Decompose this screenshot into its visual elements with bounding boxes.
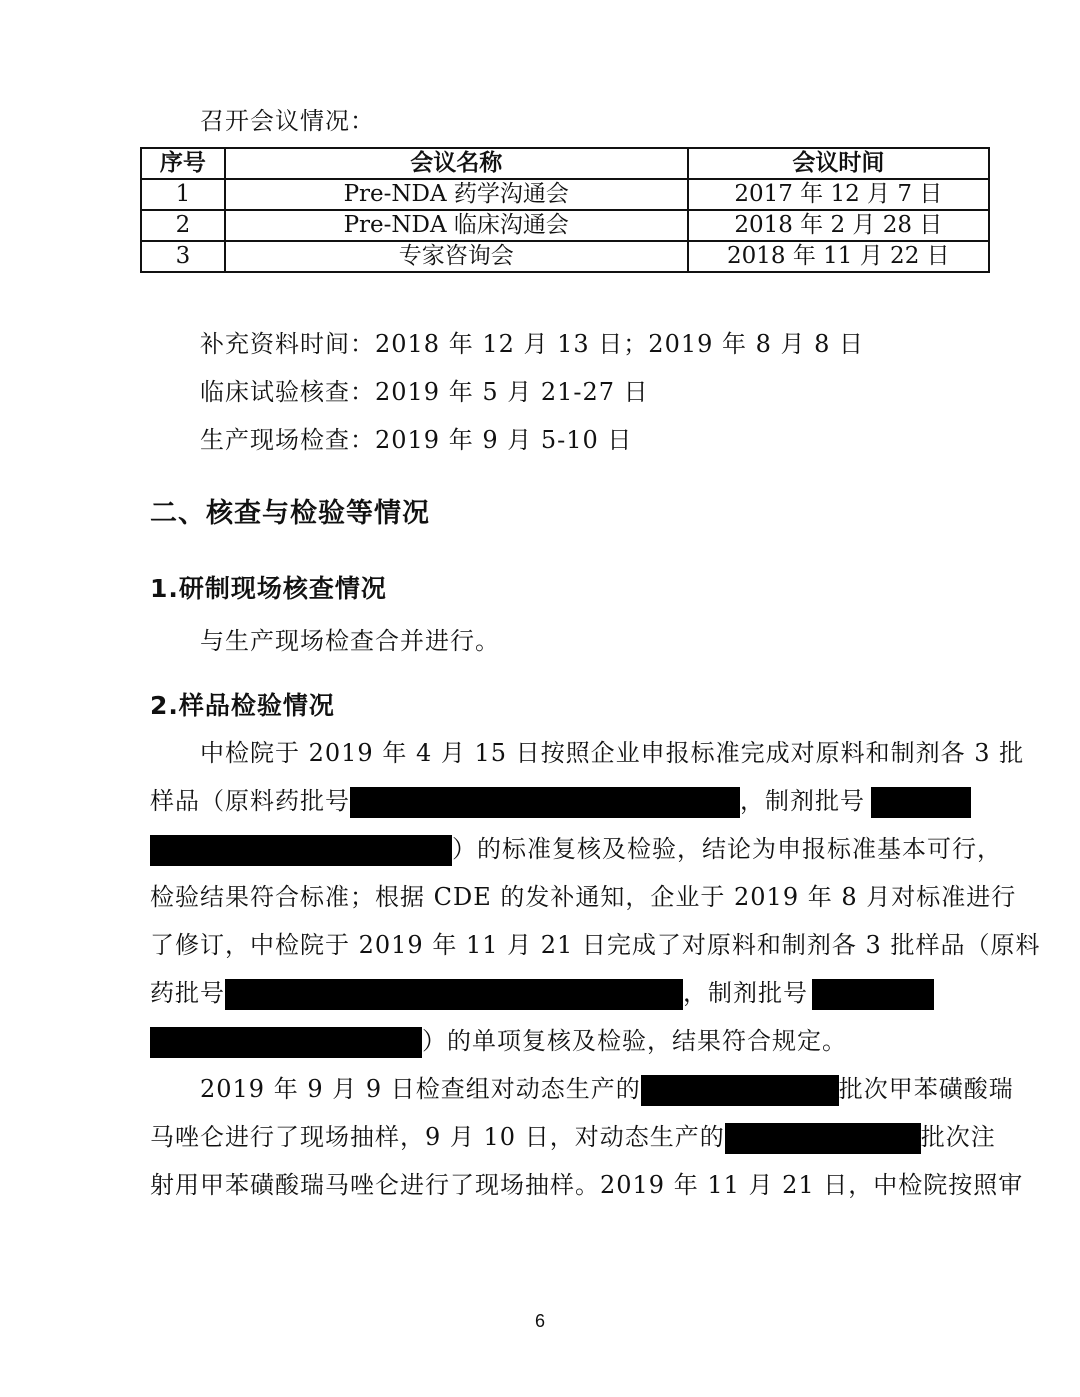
header-meeting-name: 会议名称 <box>225 148 688 179</box>
subsection-heading-2: 2.样品检验情况 <box>150 691 335 720</box>
table-row <box>141 210 989 241</box>
meeting-table <box>140 147 990 273</box>
cell-meeting-time: 2017 年 12 月 7 日 <box>688 179 989 210</box>
cell-meeting-name: 专家咨询会 <box>225 241 688 272</box>
cell-index: 1 <box>141 179 225 210</box>
section-heading: 二、核查与检验等情况 <box>150 498 430 529</box>
header-index: 序号 <box>141 148 225 179</box>
body-line: 药批号 ，制剂批号 <box>150 977 934 1009</box>
body-line: 马唑仑进行了现场抽样，9 月 10 日，对动态生产的 批次注 <box>150 1121 996 1153</box>
body-line: 射用甲苯磺酸瑞马唑仑进行了现场抽样。2019 年 11 月 21 日，中检院按照审 <box>150 1171 1024 1199</box>
redaction-block <box>641 1075 839 1106</box>
subsection-1-text: 与生产现场检查合并进行。 <box>200 627 500 655</box>
page-number: 6 <box>534 1311 545 1331</box>
redaction-block <box>150 835 452 866</box>
cell-meeting-time: 2018 年 2 月 28 日 <box>688 210 989 241</box>
redaction-block <box>871 787 971 818</box>
body-line: 2019 年 9 月 9 日检查组对动态生产的 批次甲苯磺酸瑞 <box>200 1073 1014 1105</box>
table-row <box>141 179 989 210</box>
table-header-row <box>141 148 989 179</box>
table-row <box>141 241 989 272</box>
body-line: ）的标准复核及检验，结论为申报标准基本可行， <box>150 833 1002 865</box>
fact-clinical-inspection: 临床试验核查：2019 年 5 月 21-27 日 <box>200 378 649 406</box>
cell-meeting-name: Pre-NDA 药学沟通会 <box>225 179 688 210</box>
redaction-block <box>350 787 740 818</box>
cell-index: 3 <box>141 241 225 272</box>
fact-supplement: 补充资料时间：2018 年 12 月 13 日；2019 年 8 月 8 日 <box>200 330 865 358</box>
body-line: 样品（原料药批号 ，制剂批号 <box>150 785 971 817</box>
subsection-heading-1: 1.研制现场核查情况 <box>150 574 387 603</box>
redaction-block <box>225 979 683 1010</box>
body-line: 检验结果符合标准；根据 CDE 的发补通知，企业于 2019 年 8 月对标准进行 <box>150 883 1017 911</box>
header-meeting-time: 会议时间 <box>688 148 989 179</box>
fact-production-inspection: 生产现场检查：2019 年 9 月 5-10 日 <box>200 426 633 454</box>
cell-meeting-time: 2018 年 11 月 22 日 <box>688 241 989 272</box>
meeting-intro: 召开会议情况： <box>200 107 375 135</box>
cell-meeting-name: Pre-NDA 临床沟通会 <box>225 210 688 241</box>
redaction-block <box>150 1027 422 1058</box>
body-line: 中检院于 2019 年 4 月 15 日按照企业申报标准完成对原料和制剂各 3 批 <box>200 739 1025 767</box>
redaction-block <box>725 1123 921 1154</box>
body-line: 了修订，中检院于 2019 年 11 月 21 日完成了对原料和制剂各 3 批样品（原料 <box>150 931 1041 959</box>
body-line: ）的单项复核及检验，结果符合规定。 <box>150 1025 847 1057</box>
cell-index: 2 <box>141 210 225 241</box>
redaction-block <box>812 979 934 1010</box>
